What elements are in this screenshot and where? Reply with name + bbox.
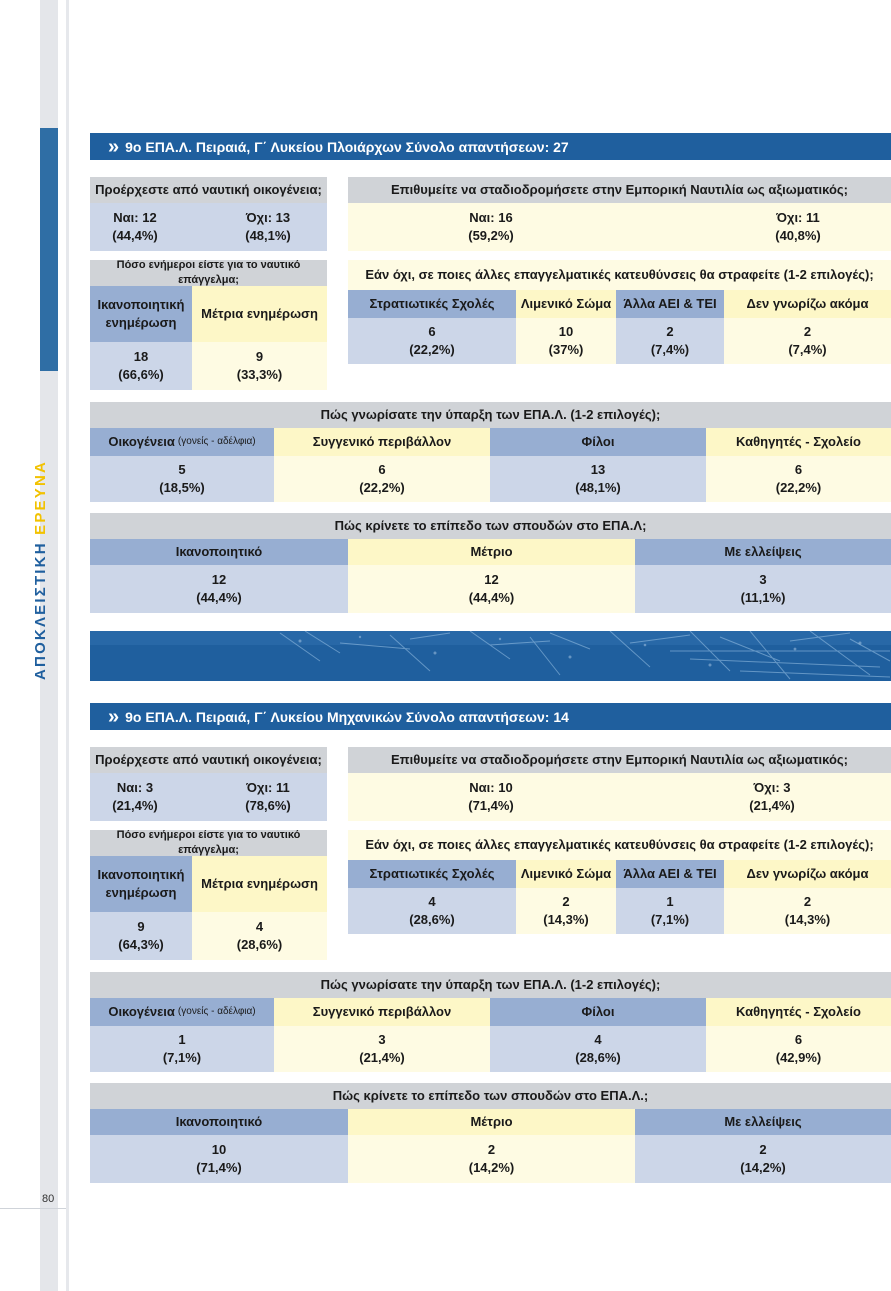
s2-career-no-label: Όχι: 3: [753, 780, 791, 796]
s1-alt-value: 6: [428, 324, 436, 340]
s1-level-value: 3: [759, 572, 767, 588]
s1-aware-option-label: Συγγενικό περιβάλλον: [274, 428, 490, 456]
s1-aware-option-result: [490, 456, 706, 502]
s2-aware-pct: (28,6%): [575, 1050, 621, 1065]
s1-informed-a-label: Ικανοποιητική ενημέρωση: [90, 286, 192, 342]
s2-informed-question: Πόσο ενήμεροι είστε για το ναυτικό επάγγελμα;: [90, 830, 327, 856]
s1-alt-value: 2: [803, 324, 812, 340]
s1-level-pct: (44,4%): [468, 590, 515, 605]
s2-alt-pct: (14,3%): [784, 912, 831, 927]
s1-career-no-label: Όχι: 11: [776, 210, 820, 226]
s2-level-value: 2: [487, 1142, 496, 1158]
s1-family-no-label: Όχι: 13: [245, 210, 291, 226]
s1-aware-family-label: Οικογένεια: [108, 434, 175, 450]
s2-level-option-result: [635, 1135, 891, 1183]
s2-level-pct: (71,4%): [196, 1160, 242, 1175]
s2-informed-b-label: Μέτρια ενημέρωση: [192, 856, 327, 912]
s2-level-pct: (14,2%): [468, 1160, 515, 1175]
s2-alt-option-result: [616, 888, 724, 934]
s2-level-question: Πώς κρίνετε το επίπεδο των σπουδών στο ΕΠΑ.Λ.;: [90, 1083, 891, 1109]
s2-career-no-pct: (21,4%): [749, 798, 795, 813]
page-number: 80: [42, 1193, 55, 1205]
s2-family-question: Προέρχεστε από ναυτική οικογένεια;: [90, 747, 327, 773]
s1-level-option-result: [348, 565, 635, 613]
s2-alt-value: 2: [562, 894, 570, 910]
s1-alt-option-result: [616, 318, 724, 364]
s1-alt-value: 2: [666, 324, 674, 340]
s1-alt-pct: (22,2%): [409, 342, 455, 357]
s1-alternatives-question: Εάν όχι, σε ποιες άλλες επαγγελματικές κατευθύνσεις θα στραφείτε (1-2 επιλογές);: [348, 260, 891, 290]
s2-career-yes-label: Ναι: 10: [469, 780, 513, 796]
page-number-rule: [0, 1208, 66, 1209]
s1-alt-pct: (37%): [548, 342, 584, 357]
s1-aware-option-result: [706, 456, 891, 502]
s1-family-question: Προέρχεστε από ναυτική οικογένεια;: [90, 177, 327, 203]
s2-aware-option-label: Συγγενικό περιβάλλον: [274, 998, 490, 1026]
s1-informed-b-value: 9: [255, 349, 264, 365]
s2-family-yes-label: Ναι: 3: [116, 780, 154, 796]
s1-family-yes: [90, 205, 180, 249]
s1-aware-pct: (18,5%): [159, 480, 205, 495]
s1-career-yes-label: Ναι: 16: [469, 210, 513, 226]
s2-informed-b: [192, 912, 327, 960]
s1-alt-option-label: Στρατιωτικές Σχολές: [348, 290, 516, 318]
s2-level-option-result: [90, 1135, 348, 1183]
s2-alt-pct: (14,3%): [543, 912, 589, 927]
s2-level-pct: (14,2%): [740, 1160, 786, 1175]
s1-career-yes-pct: (59,2%): [468, 228, 514, 243]
sidebar-title-part2: ΕΡΕΥΝΑ: [32, 459, 49, 535]
s2-aware-option-result: [490, 1026, 706, 1072]
s1-informed-question: Πόσο ενήμεροι είστε για το ναυτικό επάγγελμα;: [90, 260, 327, 286]
sidebar-title: [28, 442, 58, 682]
s2-alt-option-label: Λιμενικό Σώμα: [516, 860, 616, 888]
s1-aware-family-note: (γονείς - αδέλφια): [177, 436, 256, 448]
s2-level-value: 10: [211, 1142, 227, 1158]
s2-level-option-label: Με ελλείψεις: [635, 1109, 891, 1135]
s1-informed-a-pct: (66,6%): [118, 367, 164, 382]
s2-informed-a: [90, 912, 192, 960]
sidebar-title-part1: ΑΠΟΚΛΕΙΣΤΙΚΗ: [32, 541, 49, 680]
s2-alt-value: 4: [428, 894, 436, 910]
sidebar-accent: [40, 128, 58, 371]
s1-alt-option-label: Δεν γνωρίζω ακόμα: [724, 290, 891, 318]
s1-alt-option-label: Λιμενικό Σώμα: [516, 290, 616, 318]
s2-level-option-result: [348, 1135, 635, 1183]
s1-aware-option-result: [274, 456, 490, 502]
s1-aware-value: 6: [794, 462, 803, 478]
s1-level-question: Πώς κρίνετε το επίπεδο των σπουδών στο ΕΠΑ.Λ;: [90, 513, 891, 539]
s2-level-option-label: Ικανοποιητικό: [90, 1109, 348, 1135]
s2-career-yes: [430, 775, 552, 819]
s1-alt-pct: (7,4%): [788, 342, 827, 357]
s1-aware-value: 13: [590, 462, 606, 478]
s2-aware-family-note: (γονείς - αδέλφια): [177, 1006, 256, 1018]
s2-aware-value: 4: [594, 1032, 602, 1048]
s1-level-pct: (11,1%): [740, 590, 786, 605]
s1-aware-pct: (48,1%): [575, 480, 621, 495]
sidebar-divider: [66, 0, 69, 1291]
s1-informed-b: [192, 342, 327, 390]
s1-alt-option-result: [724, 318, 891, 364]
s1-family-yes-pct: (44,4%): [112, 228, 158, 243]
s1-career-no-pct: (40,8%): [775, 228, 821, 243]
s1-aware-option-label: [90, 428, 274, 456]
s2-aware-value: 1: [178, 1032, 186, 1048]
s2-alt-value: 2: [803, 894, 812, 910]
section-1-title: 9ο ΕΠΑ.Λ. Πειραιά, Γ΄ Λυκείου Πλοιάρχων Σύνολο απαντήσεων: 27: [125, 138, 569, 155]
s2-aware-option-label: [90, 998, 274, 1026]
s2-aware-option-label: Καθηγητές - Σχολείο: [706, 998, 891, 1026]
s1-level-option-result: [635, 565, 891, 613]
s1-alt-option-result: [516, 318, 616, 364]
s1-aware-value: 6: [378, 462, 386, 478]
s2-career-no: [711, 775, 833, 819]
s2-aware-pct: (7,1%): [162, 1050, 202, 1065]
s1-level-option-label: Ικανοποιητικό: [90, 539, 348, 565]
section-2-title: 9ο ΕΠΑ.Λ. Πειραιά, Γ΄ Λυκείου Μηχανικών Σύνολο απαντήσεων: 14: [125, 708, 569, 725]
s2-alt-option-label: Στρατιωτικές Σχολές: [348, 860, 516, 888]
s2-alt-option-result: [724, 888, 891, 934]
s2-family-no: [222, 775, 314, 819]
double-chevron-icon: »: [108, 135, 120, 158]
s2-aware-value: 6: [794, 1032, 803, 1048]
section-2-title-bar: [90, 703, 891, 730]
s2-aware-pct: (42,9%): [775, 1050, 822, 1065]
s2-alternatives-question: Εάν όχι, σε ποιες άλλες επαγγελματικές κατευθύνσεις θα στραφείτε (1-2 επιλογές);: [348, 830, 891, 860]
s1-family-no-pct: (48,1%): [245, 228, 291, 243]
s2-level-value: 2: [759, 1142, 767, 1158]
s2-level-option-label: Μέτριο: [348, 1109, 635, 1135]
s2-family-no-pct: (78,6%): [245, 798, 291, 813]
s1-aware-option-label: Καθηγητές - Σχολείο: [706, 428, 891, 456]
s2-family-yes: [90, 775, 180, 819]
s2-aware-option-result: [706, 1026, 891, 1072]
s1-informed-a: [90, 342, 192, 390]
s1-alt-option-label: Άλλα ΑΕΙ & ΤΕΙ: [616, 290, 724, 318]
s1-level-value: 12: [484, 572, 499, 588]
s2-informed-b-pct: (28,6%): [236, 937, 283, 952]
s1-career-no: [737, 205, 859, 249]
s2-aware-family-label: Οικογένεια: [108, 1004, 175, 1020]
s2-aware-pct: (21,4%): [359, 1050, 405, 1065]
s1-family-yes-label: Ναι: 12: [113, 210, 157, 226]
s2-alt-pct: (7,1%): [650, 912, 690, 927]
s2-family-no-label: Όχι: 11: [246, 780, 290, 796]
s1-alt-option-result: [348, 318, 516, 364]
s1-level-option-result: [90, 565, 348, 613]
s2-alt-option-label: Άλλα ΑΕΙ & ΤΕΙ: [616, 860, 724, 888]
s2-career-question: Επιθυμείτε να σταδιοδρομήσετε στην Εμπορική Ναυτιλία ως αξιωματικός;: [348, 747, 891, 773]
s1-aware-option-label: Φίλοι: [490, 428, 706, 456]
s2-alt-pct: (28,6%): [409, 912, 455, 927]
s2-career-yes-pct: (71,4%): [468, 798, 514, 813]
s2-informed-a-label: Ικανοποιητική ενημέρωση: [90, 856, 192, 912]
s1-family-no: [222, 205, 314, 249]
s1-level-option-label: Μέτριο: [348, 539, 635, 565]
s1-informed-b-pct: (33,3%): [236, 367, 283, 382]
s1-awareness-question: Πώς γνωρίσατε την ύπαρξη των ΕΠΑ.Λ. (1-2 επιλογές);: [90, 402, 891, 428]
s2-awareness-question: Πώς γνωρίσατε την ύπαρξη των ΕΠΑ.Λ. (1-2 επιλογές);: [90, 972, 891, 998]
s2-aware-option-result: [274, 1026, 490, 1072]
s2-informed-a-value: 9: [137, 919, 145, 935]
s2-informed-b-value: 4: [255, 919, 264, 935]
double-chevron-icon: »: [108, 705, 120, 728]
s1-aware-value: 5: [178, 462, 186, 478]
s2-aware-value: 3: [378, 1032, 386, 1048]
decorative-banner: [90, 631, 891, 681]
s2-alt-option-result: [348, 888, 516, 934]
s1-aware-pct: (22,2%): [775, 480, 822, 495]
s2-aware-option-result: [90, 1026, 274, 1072]
s1-aware-pct: (22,2%): [359, 480, 405, 495]
s1-aware-option-result: [90, 456, 274, 502]
s1-level-value: 12: [211, 572, 227, 588]
s1-career-yes: [430, 205, 552, 249]
s2-family-yes-pct: (21,4%): [112, 798, 158, 813]
s2-alt-option-label: Δεν γνωρίζω ακόμα: [724, 860, 891, 888]
s1-level-pct: (44,4%): [196, 590, 242, 605]
s1-alt-value: 10: [558, 324, 574, 340]
s2-aware-option-label: Φίλοι: [490, 998, 706, 1026]
section-1-title-bar: [90, 133, 891, 160]
s2-alt-value: 1: [666, 894, 674, 910]
s1-alt-pct: (7,4%): [650, 342, 690, 357]
s1-career-question: Επιθυμείτε να σταδιοδρομήσετε στην Εμπορική Ναυτιλία ως αξιωματικός;: [348, 177, 891, 203]
s2-informed-a-pct: (64,3%): [118, 937, 164, 952]
s1-informed-b-label: Μέτρια ενημέρωση: [192, 286, 327, 342]
s1-informed-a-value: 18: [133, 349, 149, 365]
banner-texture: [90, 631, 891, 681]
s1-level-option-label: Με ελλείψεις: [635, 539, 891, 565]
s2-alt-option-result: [516, 888, 616, 934]
